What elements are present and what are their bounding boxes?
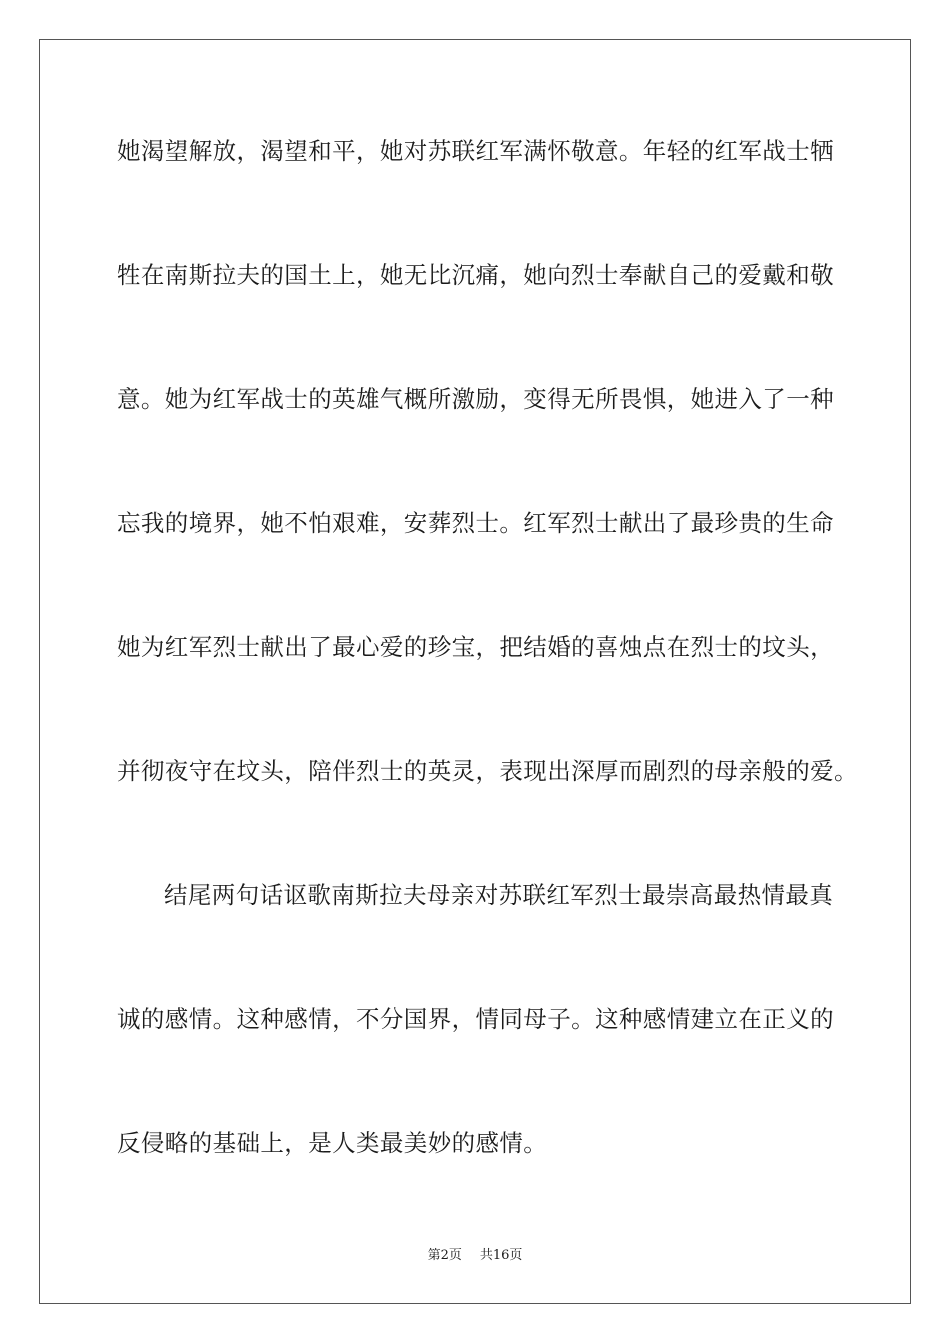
text-line: 结尾两句话讴歌南斯拉夫母亲对苏联红军烈士最崇高最热情最真 <box>164 881 834 909</box>
text-line: 牲在南斯拉夫的国土上，她无比沉痛，她向烈士奉献自己的爱戴和敬 <box>117 261 834 289</box>
page-number: 第2页 <box>427 1248 462 1263</box>
text-line: 她渴望解放，渴望和平，她对苏联红军满怀敬意。年轻的红军战士牺 <box>117 137 834 165</box>
text-line: 意。她为红军战士的英雄气概所激励，变得无所畏惧，她进入了一种 <box>117 385 834 413</box>
page-border <box>39 39 911 1304</box>
page-total: 共16页 <box>479 1248 523 1263</box>
text-line: 诚的感情。这种感情，不分国界，情同母子。这种感情建立在正义的 <box>117 1005 834 1033</box>
text-line: 她为红军烈士献出了最心爱的珍宝，把结婚的喜烛点在烈士的坟头， <box>117 633 834 661</box>
text-line: 并彻夜守在坟头，陪伴烈士的英灵，表现出深厚而剧烈的母亲般的爱。 <box>117 757 858 785</box>
text-line: 反侵略的基础上，是人类最美妙的感情。 <box>117 1129 548 1157</box>
text-line: 忘我的境界，她不怕艰难，安葬烈士。红军烈士献出了最珍贵的生命 <box>117 509 834 537</box>
page-footer <box>0 1247 950 1265</box>
